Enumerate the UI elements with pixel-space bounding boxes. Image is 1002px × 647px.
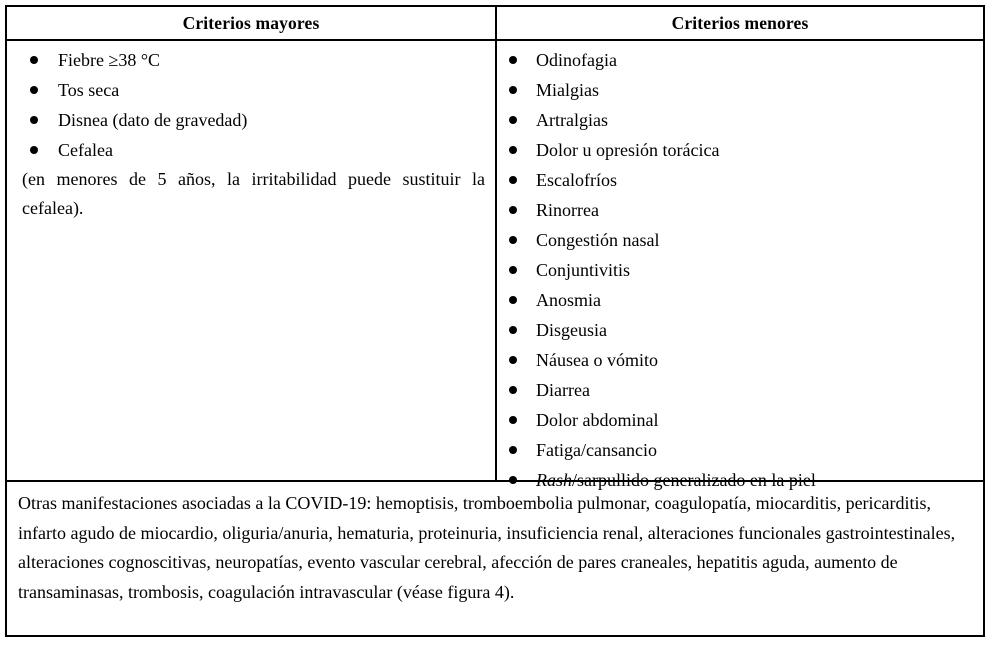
- list-item: [504, 165, 975, 195]
- cell-other-manifestations: [7, 482, 983, 635]
- bullet-icon: [509, 86, 517, 94]
- bullet-icon: [509, 416, 517, 424]
- bullet-icon: [30, 116, 38, 124]
- criteria-table: [5, 5, 985, 637]
- bullet-icon: [509, 176, 517, 184]
- list-item: [504, 345, 975, 375]
- list-item-label: Tos seca: [58, 80, 120, 100]
- bullet-icon: [509, 476, 517, 484]
- bullet-icon: [30, 86, 38, 94]
- column-header-major-criteria: Criterios mayores: [7, 7, 497, 39]
- list-item: [504, 435, 975, 465]
- list-item-label: Fatiga/cansancio: [536, 440, 657, 460]
- list-item-label: Congestión nasal: [536, 230, 660, 250]
- list-item-label: Artralgias: [536, 110, 608, 130]
- list-item: [504, 225, 975, 255]
- bullet-icon: [509, 356, 517, 364]
- list-item: [504, 465, 975, 495]
- other-manifestations-text: Otras manifestaciones asociadas a la COVID-19: hemoptisis, tromboembolia pulmonar, coagulopatía, miocarditis, pericarditis, infarto agudo de miocardio, oliguria/anuria, hematuria, proteinuria, insuficiencia renal, alteraciones funcionales gastrointestinales, alteraciones cognoscitivas, neuropatías, evento vascular cerebral, afección de pares craneales, hepatitis aguda, aumento de transaminasas, trombosis, coagulación intravascular (véase figura 4).: [18, 493, 956, 602]
- list-item-label: Conjuntivitis: [536, 260, 631, 280]
- list-item: [17, 135, 487, 165]
- cell-major-criteria: [7, 41, 497, 480]
- bullet-icon: [509, 116, 517, 124]
- bullet-icon: [509, 326, 517, 334]
- bullet-icon: [509, 296, 517, 304]
- list-item: [17, 45, 487, 75]
- list-item-label: Mialgias: [536, 80, 599, 100]
- bullet-icon: [509, 146, 517, 154]
- list-item-label: Disgeusia: [536, 320, 607, 340]
- major-criteria-note: (en menores de 5 años, la irritabilidad puede sustituir la cefalea).: [22, 169, 485, 218]
- list-item: [504, 45, 975, 75]
- bullet-icon: [509, 206, 517, 214]
- list-item: [504, 375, 975, 405]
- table-header-row: [7, 7, 983, 41]
- list-item: [17, 105, 487, 135]
- list-item-label: /sarpullido generalizado en la piel: [572, 470, 816, 490]
- list-item: [504, 285, 975, 315]
- list-item: [504, 105, 975, 135]
- list-item: [504, 135, 975, 165]
- major-criteria-list: [17, 45, 487, 165]
- bullet-icon: [509, 236, 517, 244]
- bullet-icon: [509, 56, 517, 64]
- bullet-icon: [509, 266, 517, 274]
- list-item: [504, 75, 975, 105]
- list-item-label: Anosmia: [536, 290, 601, 310]
- list-item: [504, 405, 975, 435]
- table-body-row: [7, 41, 983, 490]
- list-item: [504, 195, 975, 225]
- list-item-label: Odinofagia: [536, 50, 617, 70]
- list-item-label: Disnea (dato de gravedad): [58, 110, 248, 130]
- bullet-icon: [30, 56, 38, 64]
- bullet-icon: [509, 446, 517, 454]
- list-item-label: Dolor abdominal: [536, 410, 659, 430]
- list-item: [504, 315, 975, 345]
- minor-criteria-list: [504, 45, 975, 495]
- list-item-label: Náusea o vómito: [536, 350, 658, 370]
- list-item: [17, 75, 487, 105]
- list-item-label: Cefalea: [58, 140, 113, 160]
- list-item-emphasis: Rash: [536, 470, 572, 490]
- list-item: [504, 255, 975, 285]
- list-item-label: Escalofríos: [536, 170, 617, 190]
- list-item-label: Rinorrea: [536, 200, 599, 220]
- list-item-label: Diarrea: [536, 380, 590, 400]
- column-header-minor-criteria: Criterios menores: [671, 12, 809, 33]
- list-item-label: Fiebre ≥38 °C: [58, 50, 161, 70]
- cell-minor-criteria: [497, 41, 983, 490]
- list-item-label: Dolor u opresión torácica: [536, 140, 720, 160]
- bullet-icon: [509, 386, 517, 394]
- bullet-icon: [30, 146, 38, 154]
